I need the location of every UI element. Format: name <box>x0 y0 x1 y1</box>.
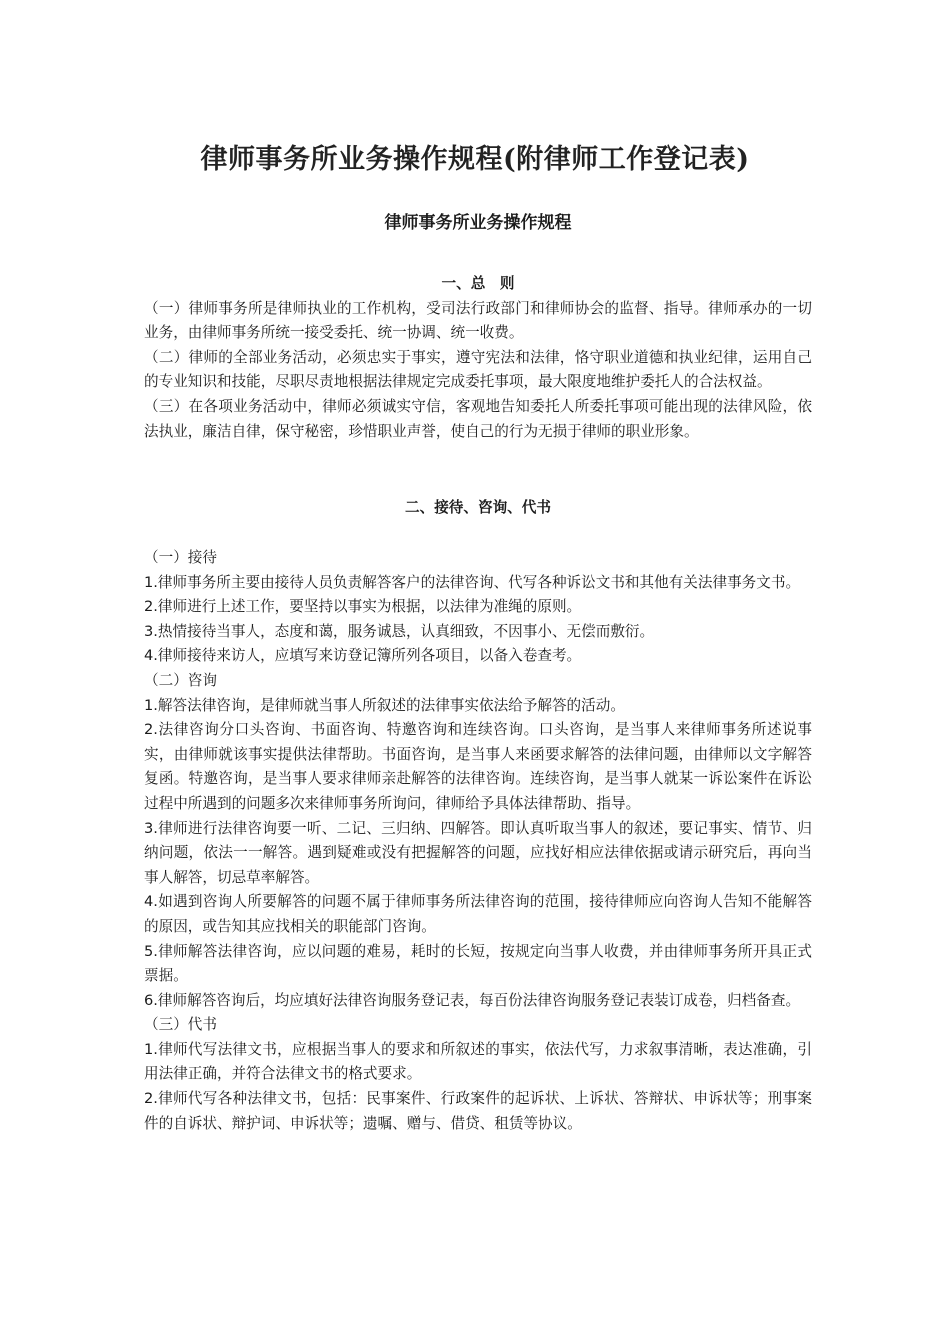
list-item: 3.热情接待当事人，态度和蔼，服务诚恳，认真细致，不因事小、无偿而敷衍。 <box>144 622 655 640</box>
subheading-drafting: （三）代书 <box>144 1016 217 1034</box>
list-item: 2.法律咨询分口头咨询、书面咨询、特邀咨询和连续咨询。口头咨询，是当事人来律师事务所述说事实，由律师就该事实提供法律帮助。书面咨询，是当事人来函要求解答的法律问题，由律师以文字解答复函。特邀咨询，是当事人要求律师亲赴解答的法律咨询。连续咨询，是当事人就某一诉讼案件在诉讼过程中所遇到的问题多次来律师事务所询问，律师给予具体法律帮助、指导。 <box>144 721 812 812</box>
subheading-reception: （一）接待 <box>144 549 217 566</box>
list-item: 1.律师事务所主要由接待人员负责解答客户的法律咨询、代写各种诉讼文书和其他有关法律事务文书。 <box>144 573 801 591</box>
paragraph: （三）在各项业务活动中，律师必须诚实守信，客观地告知委托人所委托事项可能出现的法律风险，依法执业，廉洁自律，保守秘密，珍惜职业声誉，使自己的行为无损于律师的职业形象。 <box>144 397 812 440</box>
section-2-body <box>144 546 812 1136</box>
list-item: 2.律师代写各种法律文书，包括：民事案件、行政案件的起诉状、上诉状、答辩状、申诉状等；刑事案件的自诉状、辩护词、申诉状等；遗嘱、赠与、借贷、租赁等协议。 <box>144 1090 812 1132</box>
paragraph: （二）律师的全部业务活动，必须忠实于事实，遵守宪法和法律，恪守职业道德和执业纪律，运用自己的专业知识和技能，尽职尽责地根据法律规定完成委托事项，最大限度地维护委托人的合法权益。 <box>144 348 812 391</box>
list-item: 6.律师解答咨询后，均应填好法律咨询服务登记表，每百份法律咨询服务登记表装订成卷，归档备查。 <box>144 991 801 1009</box>
subheading-consultation: （二）咨询 <box>144 671 217 689</box>
paragraph: （一）律师事务所是律师执业的工作机构，受司法行政部门和律师协会的监督、指导。律师承办的一切业务，由律师事务所统一接受委托、统一协调、统一收费。 <box>144 299 812 342</box>
document-title: 律师事务所业务操作规程(附律师工作登记表) <box>200 144 750 175</box>
document-subtitle: 律师事务所业务操作规程 <box>384 213 572 233</box>
list-item: 2.律师进行上述工作，要坚持以事实为根据，以法律为准绳的原则。 <box>144 598 582 616</box>
list-item: 5.律师解答法律咨询，应以问题的难易，耗时的长短，按规定向当事人收费，并由律师事务所开具正式票据。 <box>144 942 812 985</box>
section-reception-consultation-drafting <box>144 496 812 521</box>
list-item: 4.如遇到咨询人所要解答的问题不属于律师事务所法律咨询的范围，接待律师应向咨询人告知不能解答的原因，或告知其应找相关的职能部门咨询。 <box>144 893 812 935</box>
list-item: 3.律师进行法律咨询要一听、二记、三归纳、四解答。即认真听取当事人的叙述，要记事实、情节、归纳问题，依法一一解答。遇到疑难或没有把握解答的问题，应找好相应法律依据或请示研究后，再向当事人解答，切忌草率解答。 <box>144 819 812 886</box>
section-heading-general: 一、总 则 <box>441 275 515 292</box>
list-item: 4.律师接待来访人，应填写来访登记簿所列各项目，以备入卷查考。 <box>144 647 582 665</box>
list-item: 1.律师代写法律文书，应根据当事人的要求和所叙述的事实，依法代写，力求叙事清晰，表达准确，引用法律正确，并符合法律文书的格式要求。 <box>144 1040 812 1083</box>
list-item: 1.解答法律咨询，是律师就当事人所叙述的法律事实依法给予解答的活动。 <box>144 696 625 714</box>
section-general <box>144 272 812 444</box>
section-heading-reception: 二、接待、咨询、代书 <box>405 499 551 516</box>
